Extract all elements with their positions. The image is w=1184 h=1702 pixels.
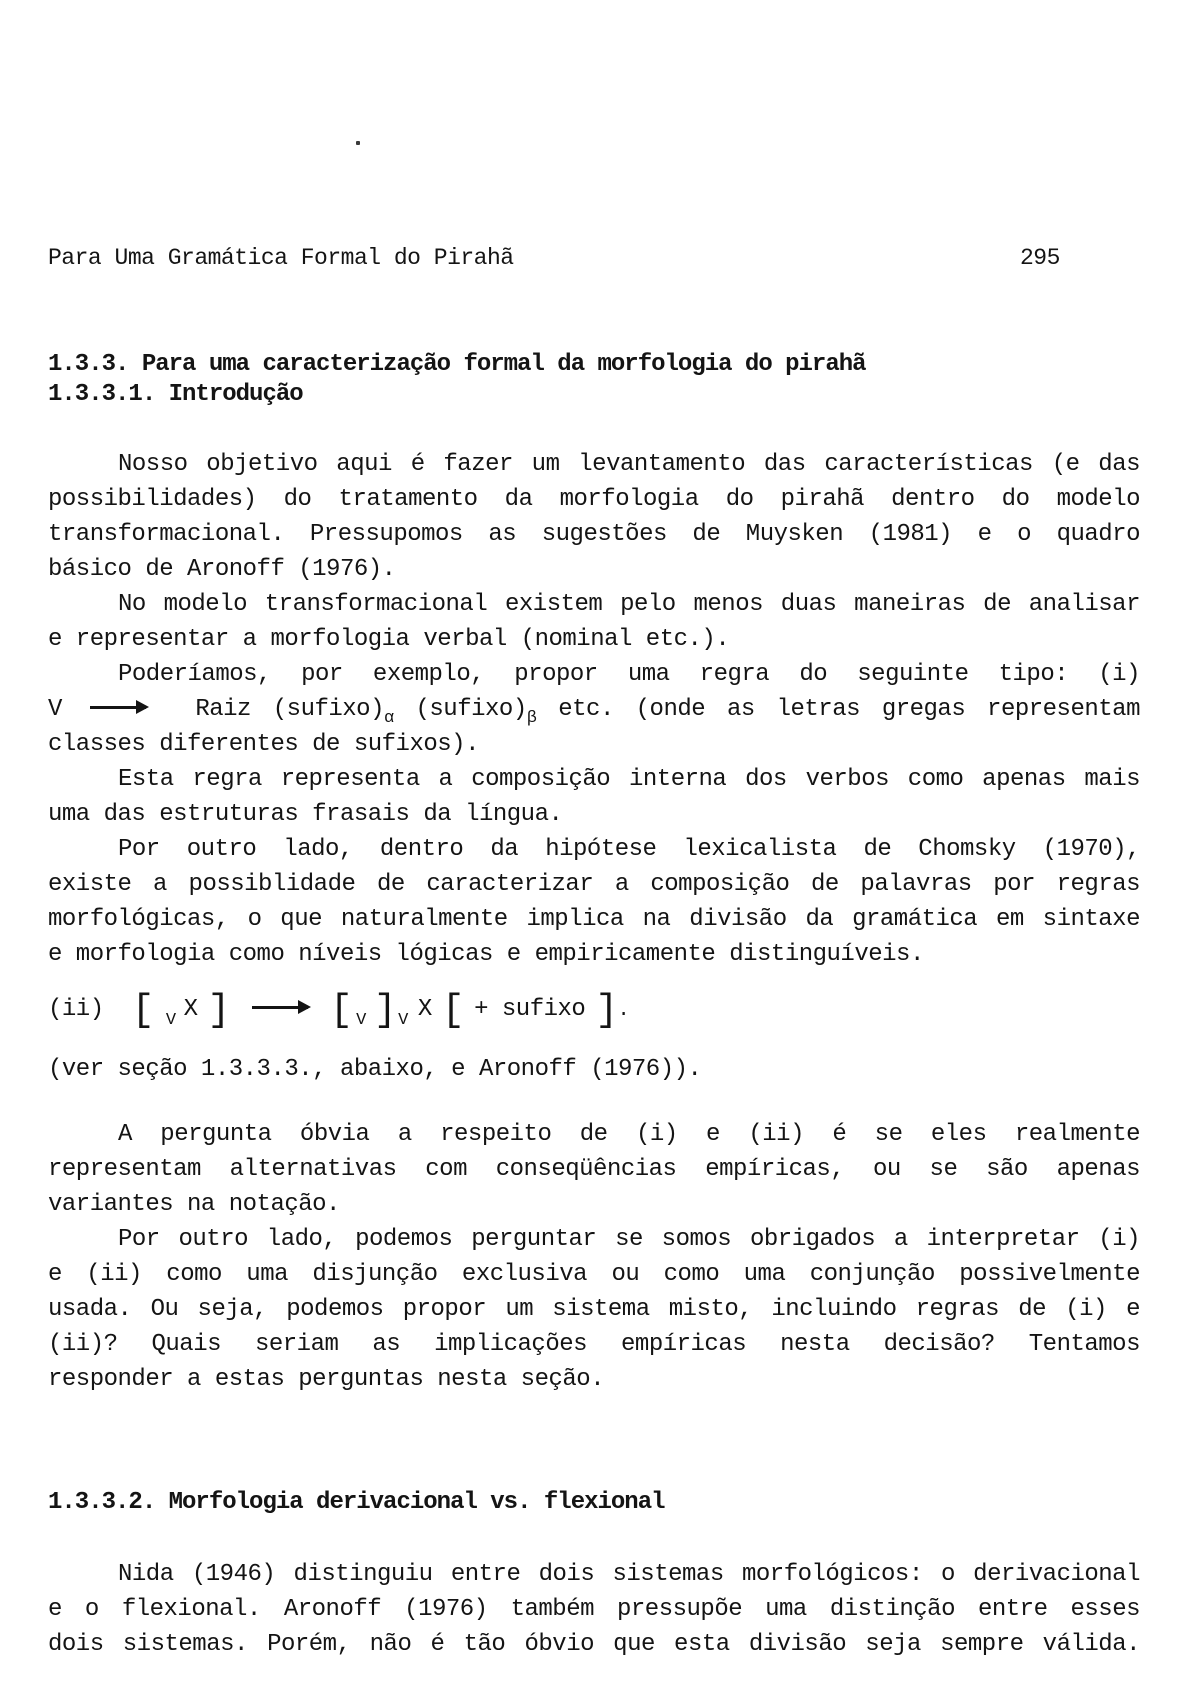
discussion-text-block	[48, 1117, 1140, 1397]
plus-sufixo: + sufixo	[474, 996, 586, 1023]
text-line: variantes na notação.	[48, 1191, 340, 1218]
intro-text-block	[48, 447, 1140, 972]
rule-ii-formula	[48, 985, 1140, 1035]
running-header	[48, 244, 1140, 272]
text-line: existe a possiblidade de caracterizar a composição de palavras por regras	[48, 871, 1140, 898]
text-line: e o flexional. Aronoff (1976) também pressupõe uma distinção entre esses	[48, 1596, 1140, 1623]
variable-x: X	[183, 996, 198, 1023]
text-line: A pergunta óbvia a respeito de (i) e (ii) é se eles realmente	[118, 1121, 1140, 1148]
text-line: Por outro lado, dentro da hipótese lexicalista de Chomsky (1970),	[118, 836, 1140, 863]
text-line: Nosso objetivo aqui é fazer um levantamento das características (e das	[118, 451, 1140, 478]
text-line: classes diferentes de sufixos).	[48, 731, 479, 758]
scan-artifact-dot	[356, 141, 360, 145]
section-heading-1-3-3: 1.3.3. Para uma caracterização formal da morfologia do pirahã	[48, 351, 866, 378]
section-heading-1-3-3-2: 1.3.3.2. Morfologia derivacional vs. flexional	[48, 1489, 665, 1516]
rule-i-raiz: Raiz	[195, 696, 251, 723]
subscript-v: V	[165, 1011, 176, 1030]
rule-ii-label: (ii)	[48, 996, 104, 1023]
section-heading-1-3-3-1: 1.3.3.1. Introdução	[48, 381, 303, 408]
close-bracket: ]	[207, 989, 230, 1032]
text-line: usada. Ou seja, podemos propor um sistema misto, incluindo regras de (i) e	[48, 1296, 1140, 1323]
text-line: transformacional. Pressupomos as sugestões de Muysken (1981) e o quadro	[48, 521, 1140, 548]
text-line: Poderíamos, por exemplo, propor uma regra do seguinte tipo: (i)	[118, 661, 1140, 688]
running-header-title: Para Uma Gramática Formal do Pirahã	[48, 245, 514, 271]
morfologia-text-block	[48, 1557, 1140, 1662]
period: .	[617, 999, 630, 1022]
rule-i-sub-beta: β	[526, 709, 537, 728]
close-bracket: ]	[373, 989, 397, 1032]
subscript-v: V	[398, 1011, 408, 1030]
text-line: (ii)? Quais seriam as implicações empíricas nesta decisão? Tentamos	[48, 1331, 1140, 1358]
subscript-v: V	[356, 1011, 366, 1030]
page-number: 295	[1020, 245, 1060, 271]
text-line: Nida (1946) distinguiu entre dois sistemas morfológicos: o derivacional	[118, 1561, 1140, 1588]
text-line: No modelo transformacional existem pelo menos duas maneiras de analisar	[118, 591, 1140, 618]
text-line: básico de Aronoff (1976).	[48, 556, 396, 583]
text-line: e representar a morfologia verbal (nominal etc.).	[48, 626, 730, 653]
rule-i-rest: etc. (onde as letras gregas representam	[558, 696, 1140, 723]
text-line: morfológicas, o que naturalmente implica na divisão da gramática em sintaxe	[48, 906, 1140, 933]
text-line: dois sistemas. Porém, não é tão óbvio que esta divisão seja sempre válida.	[48, 1631, 1140, 1658]
rule-i-line	[48, 692, 1140, 727]
close-bracket: ]	[595, 989, 618, 1032]
long-right-arrow-icon	[90, 706, 146, 709]
rule-i-sub-alpha: α	[383, 709, 394, 728]
text-line: possibilidades) do tratamento da morfologia do pirahã dentro do modelo	[48, 486, 1140, 513]
long-right-arrow-icon	[252, 1006, 308, 1009]
reference-note-line: (ver seção 1.3.3.3., abaixo, e Aronoff (1976)).	[48, 1056, 702, 1083]
open-bracket: [	[329, 989, 353, 1032]
text-line: responder a estas perguntas nesta seção.	[48, 1366, 605, 1393]
text-line: e (ii) como uma disjunção exclusiva ou como uma conjunção possivelmente	[48, 1261, 1140, 1288]
rule-i-suffix2: (sufixo)	[415, 696, 527, 723]
text-line: representam alternativas com conseqüências empíricas, ou se são apenas	[48, 1156, 1140, 1183]
text-line: Esta regra representa a composição interna dos verbos como apenas mais	[118, 766, 1140, 793]
variable-x: X	[417, 996, 432, 1023]
text-line: Por outro lado, podemos perguntar se somos obrigados a interpretar (i)	[118, 1226, 1140, 1253]
text-line: e morfologia como níveis lógicas e empiricamente distinguíveis.	[48, 941, 924, 968]
rule-i-lhs: V	[48, 696, 62, 723]
open-bracket: [	[441, 989, 465, 1032]
open-bracket: [	[131, 989, 154, 1032]
text-line: uma das estruturas frasais da língua.	[48, 801, 563, 828]
rule-i-suffix1: (sufixo)	[272, 696, 384, 723]
